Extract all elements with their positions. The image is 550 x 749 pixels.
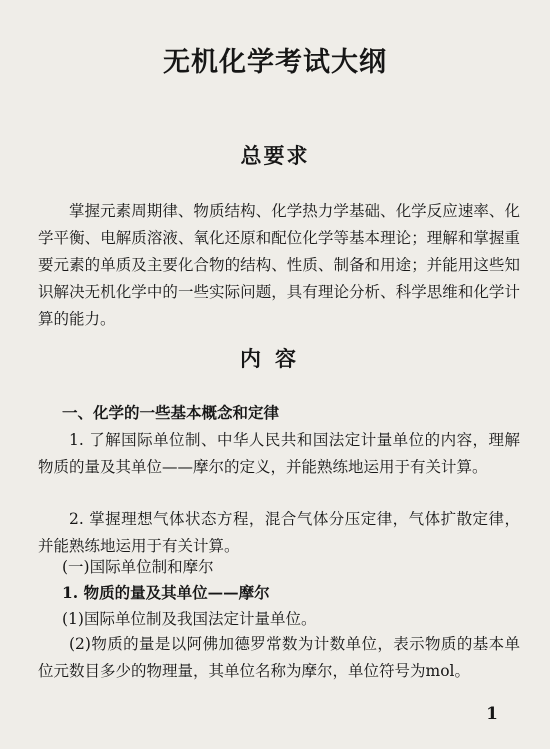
document-title: 无机化学考试大纲 bbox=[163, 47, 387, 78]
subsection-1-item: 1. 物质的量及其单位——摩尔 bbox=[62, 583, 270, 602]
content-item-2: 2. 掌握理想气体状态方程，混合气体分压定律，气体扩散定律，并能熟练地运用于有关计算。 bbox=[38, 510, 520, 555]
subsection-1-heading: (一)国际单位制和摩尔 bbox=[62, 558, 214, 576]
section-1-title: 一、化学的一些基本概念和定律 bbox=[62, 403, 280, 422]
page-number: 1 bbox=[486, 704, 498, 724]
point-2: (2)物质的量是以阿佛加德罗常数为计数单位，表示物质的基本单位元数目多少的物理量，其单位名称为摩尔，单位符号为mol。 bbox=[38, 635, 520, 680]
content-heading: 内容 bbox=[240, 346, 310, 371]
general-requirements-paragraph: 掌握元素周期律、物质结构、化学热力学基础、化学反应速率、化学平衡、电解质溶液、氧化还原和配位化学等基本理论；理解和掌握重要元素的单质及主要化合物的结构、性质、制备和用途；并能用这些知识解决无机化学中的一些实际问题，具有理论分析、科学思维和化学计算的能力。 bbox=[38, 202, 520, 328]
point-1: (1)国际单位制及我国法定计量单位。 bbox=[62, 610, 317, 628]
general-requirements-heading: 总要求 bbox=[240, 143, 310, 168]
content-item-1: 1. 了解国际单位制、中华人民共和国法定计量单位的内容，理解物质的量及其单位——摩尔的定义，并能熟练地运用于有关计算。 bbox=[38, 431, 520, 476]
